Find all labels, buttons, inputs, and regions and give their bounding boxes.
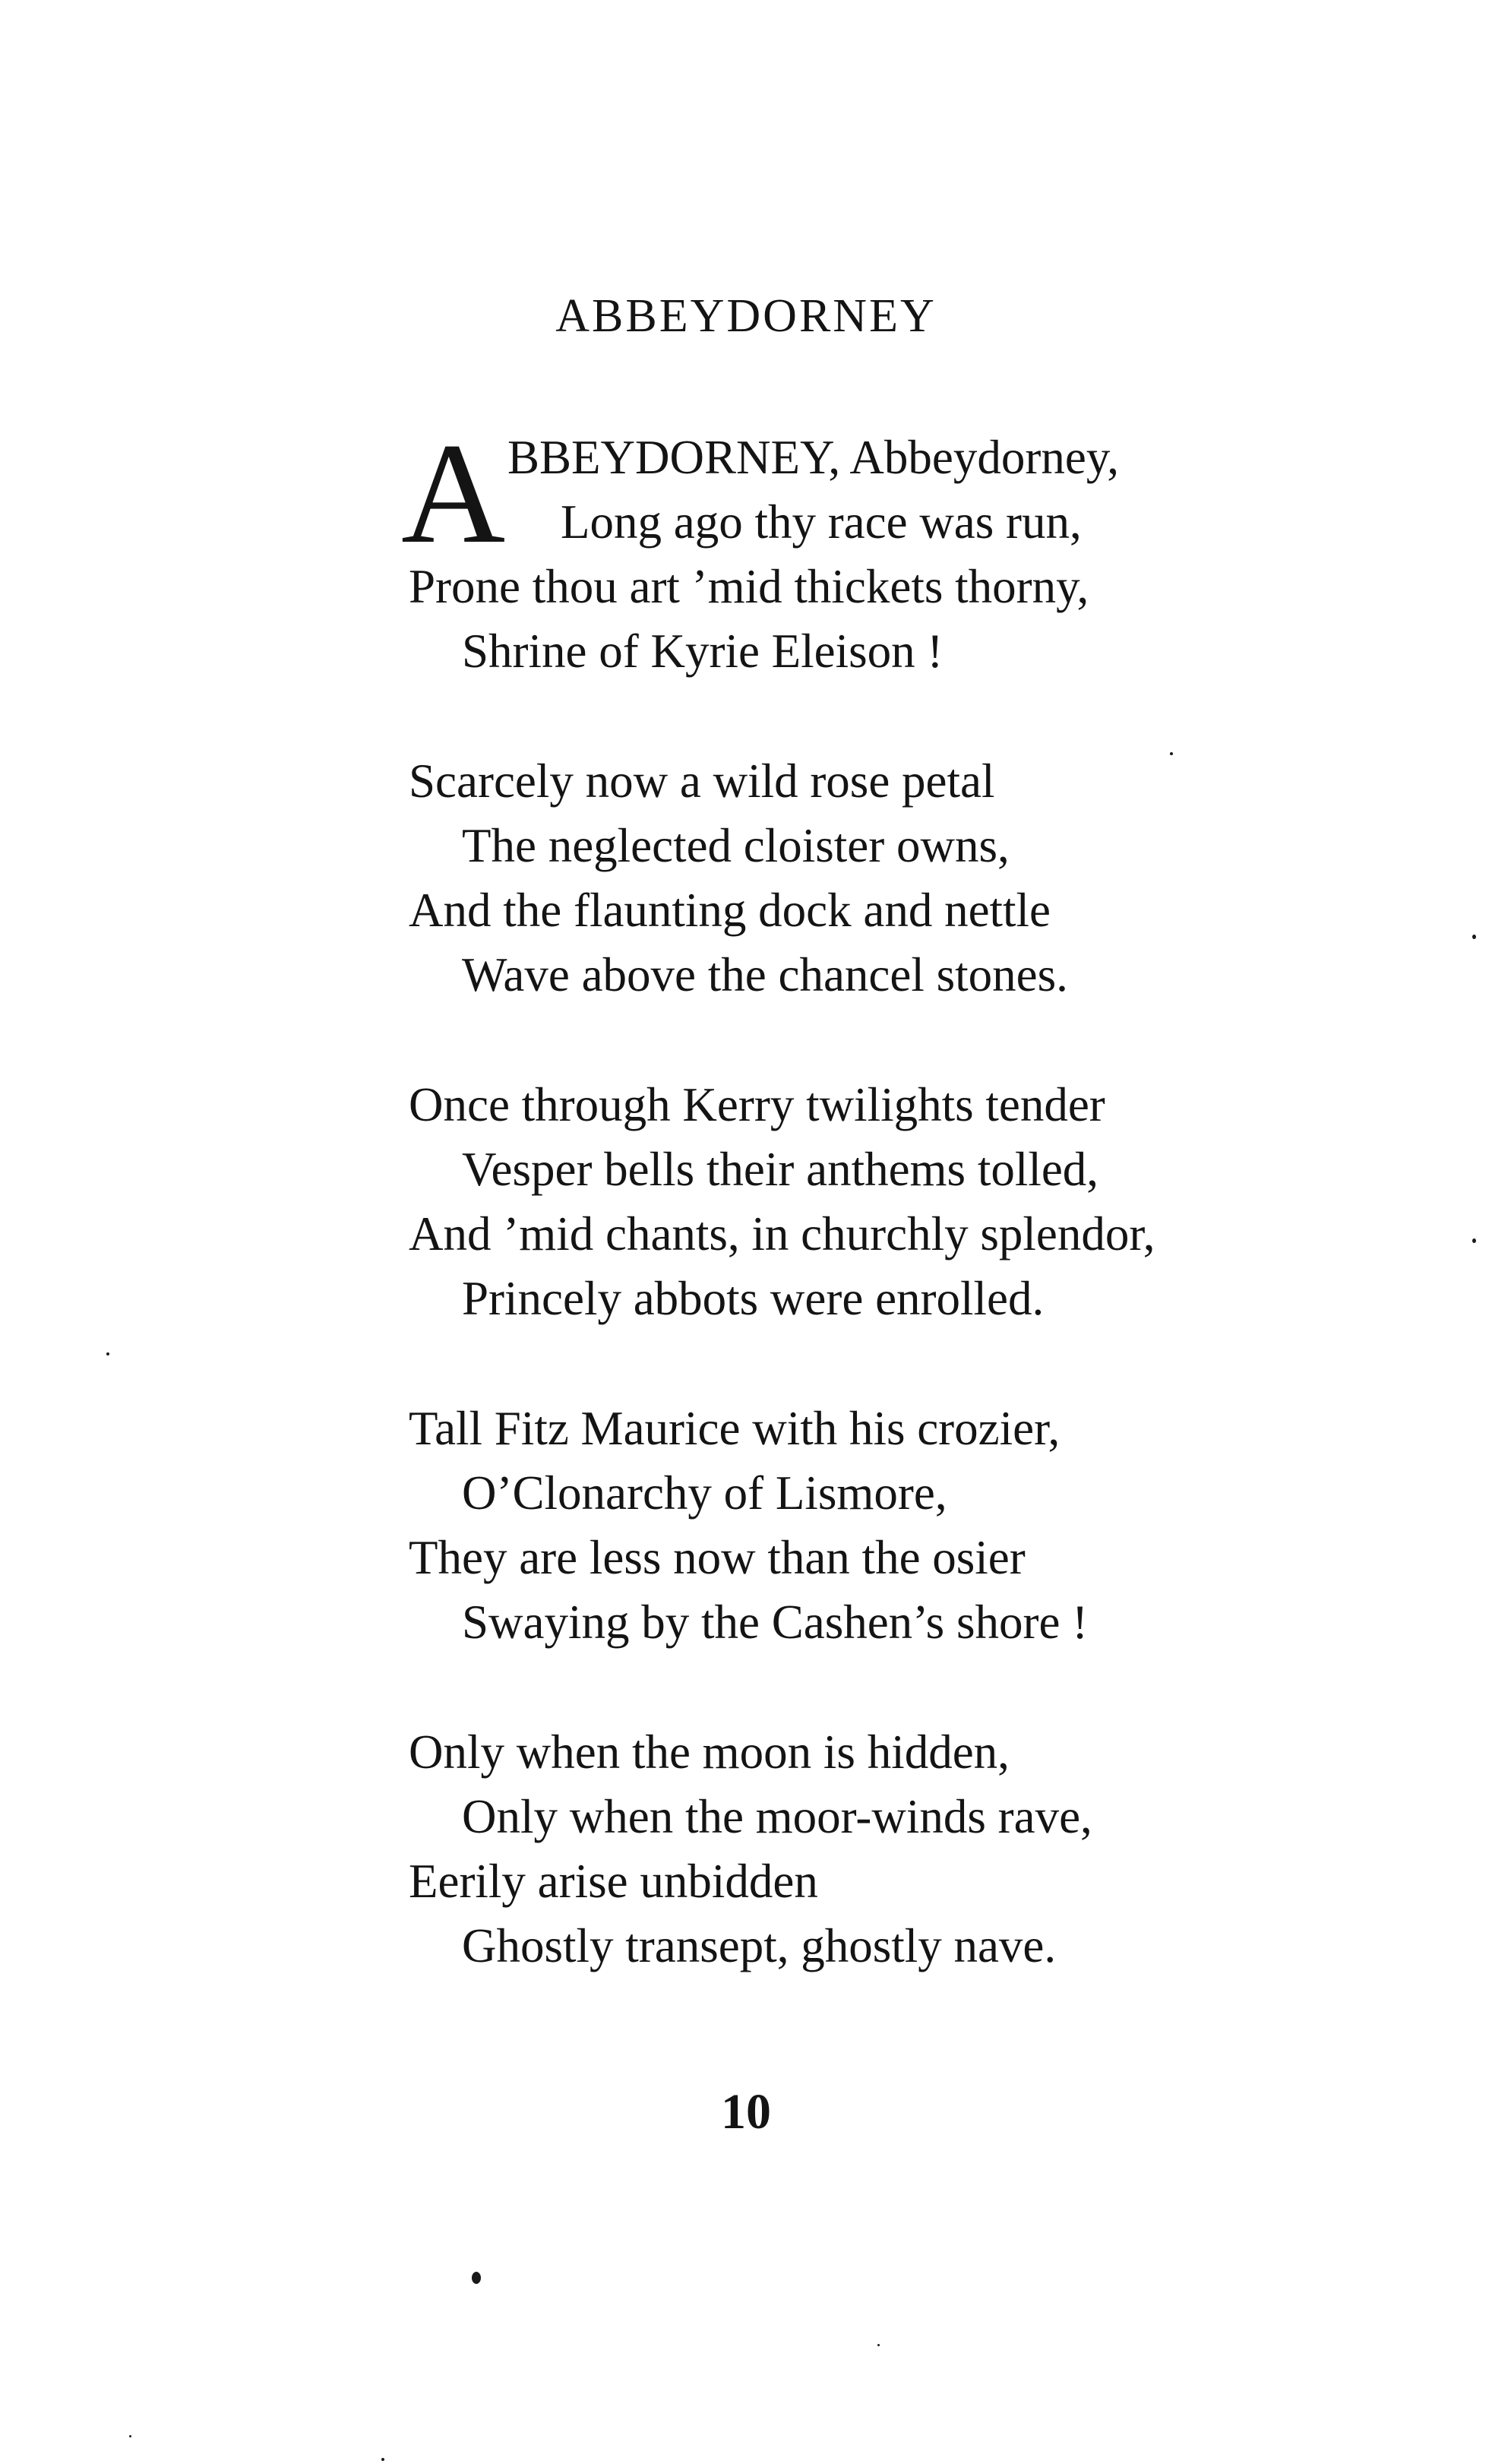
ink-speck: [106, 1352, 109, 1355]
poem-line-2-4: Wave above the chancel stones.: [462, 948, 1068, 1001]
ink-speck: [1170, 752, 1173, 755]
poem-line-1-3: Prone thou art ’mid thickets thorny,: [409, 560, 1089, 613]
stanza-5: [409, 1720, 1381, 1978]
poem-line-4-3: They are less now than the osier: [409, 1531, 1026, 1584]
poem-body: [401, 414, 1381, 2044]
poem-line-5-2: Only when the moor-winds rave,: [462, 1790, 1092, 1843]
poem-line-3-2: Vesper bells their anthems tolled,: [462, 1143, 1099, 1196]
poem-line-3-1: Once through Kerry twilights tender: [409, 1078, 1105, 1131]
ink-speck: [129, 2435, 131, 2437]
poem-line-4-4: Swaying by the Cashen’s shore !: [462, 1596, 1089, 1649]
drop-cap: A: [401, 414, 506, 574]
ink-speck: [1472, 1238, 1476, 1243]
poem-line-1-2: Long ago thy race was run,: [561, 495, 1082, 549]
stanza-1: [401, 414, 1381, 684]
stanza-4: [409, 1396, 1381, 1655]
poem-title: ABBEYDORNEY: [555, 290, 937, 342]
poem-line-4-1: Tall Fitz Maurice with his crozier,: [409, 1402, 1061, 1455]
poem-line-5-1: Only when the moon is hidden,: [409, 1725, 1010, 1779]
poem-line-3-3: And ’mid chants, in churchly splendor,: [409, 1207, 1155, 1260]
ink-speck: [381, 2458, 384, 2461]
stanza-2: [409, 749, 1381, 1007]
ink-speck: [472, 2272, 481, 2284]
ink-speck: [877, 2344, 880, 2346]
page-number: 10: [721, 2084, 771, 2140]
stanza-3: [409, 1073, 1381, 1331]
ink-speck: [1472, 935, 1476, 939]
poem-line-1-4: Shrine of Kyrie Eleison !: [462, 625, 944, 678]
poem-line-2-1: Scarcely now a wild rose petal: [409, 754, 995, 808]
poem-line-3-4: Princely abbots were enrolled.: [462, 1272, 1045, 1325]
poem-line-2-2: The neglected cloister owns,: [462, 819, 1010, 872]
poem-line-5-4: Ghostly transept, ghostly nave.: [462, 1919, 1057, 1972]
first-line-text: BBEYDORNEY, Abbeydorney,: [507, 431, 1119, 484]
poem-line-5-3: Eerily arise unbidden: [409, 1855, 818, 1908]
poem-line-4-2: O’Clonarchy of Lismore,: [462, 1466, 947, 1520]
poem-line-2-3: And the flaunting dock and nettle: [409, 884, 1051, 937]
